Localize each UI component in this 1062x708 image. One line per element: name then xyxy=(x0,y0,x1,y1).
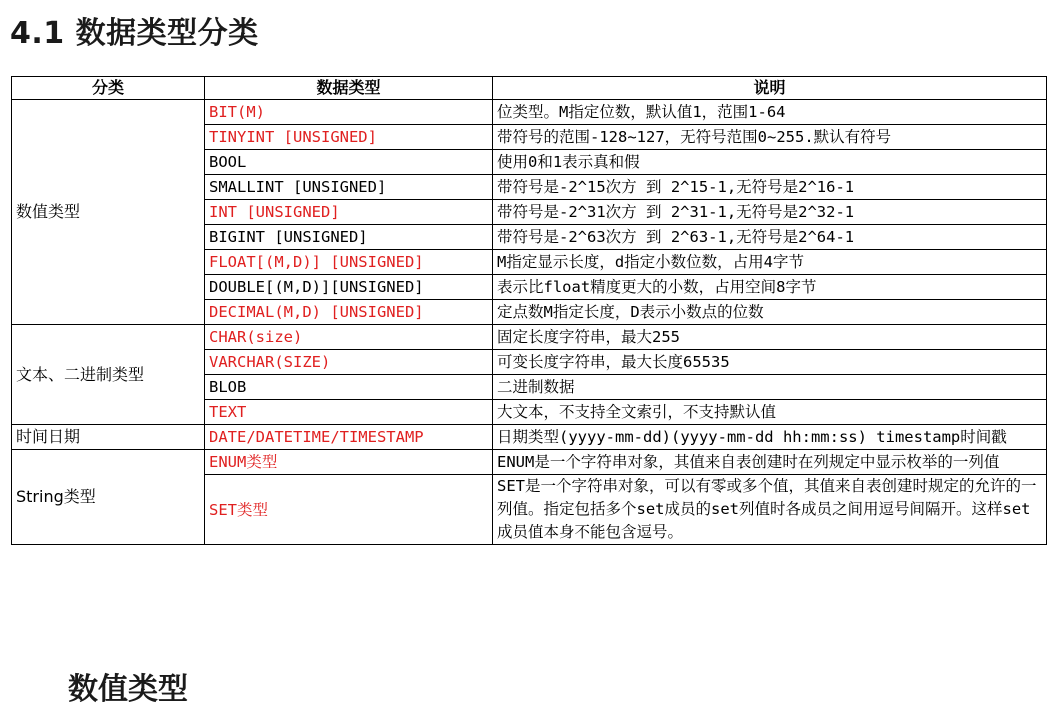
type-cell: INT [UNSIGNED] xyxy=(205,200,493,225)
type-cell: DOUBLE[(M,D)][UNSIGNED] xyxy=(205,275,493,300)
category-cell: String类型 xyxy=(12,450,205,545)
header-description: 说明 xyxy=(493,77,1047,100)
section-heading: 4.1 数据类型分类 xyxy=(10,16,259,51)
type-cell: CHAR(size) xyxy=(205,325,493,350)
description-cell: 可变长度字符串，最大长度65535 xyxy=(493,350,1047,375)
description-cell: 带符号是-2^15次方 到 2^15-1,无符号是2^16-1 xyxy=(493,175,1047,200)
type-cell: DECIMAL(M,D) [UNSIGNED] xyxy=(205,300,493,325)
description-cell: 带符号的范围-128~127，无符号范围0~255.默认有符号 xyxy=(493,125,1047,150)
description-cell: M指定显示长度，d指定小数位数，占用4字节 xyxy=(493,250,1047,275)
table-row xyxy=(12,450,1047,475)
description-cell: SET是一个字符串对象，可以有零或多个值，其值来自表创建时规定的允许的一列值。指定包括多个set成员的set列值时各成员之间用逗号间隔开。这样set成员值本身不能包含逗号。 xyxy=(493,475,1047,545)
category-cell: 数值类型 xyxy=(12,100,205,325)
description-cell: 固定长度字符串，最大255 xyxy=(493,325,1047,350)
type-cell: BIT(M) xyxy=(205,100,493,125)
description-cell: 位类型。M指定位数，默认值1，范围1-64 xyxy=(493,100,1047,125)
table-row xyxy=(12,325,1047,350)
category-cell: 时间日期 xyxy=(12,425,205,450)
next-section-heading: 数值类型 xyxy=(68,672,188,707)
description-cell: 日期类型(yyyy-mm-dd)(yyyy-mm-dd hh:mm:ss) timestamp时间戳 xyxy=(493,425,1047,450)
description-cell: 带符号是-2^31次方 到 2^31-1,无符号是2^32-1 xyxy=(493,200,1047,225)
type-cell: FLOAT[(M,D)] [UNSIGNED] xyxy=(205,250,493,275)
header-category: 分类 xyxy=(12,77,205,100)
description-cell: 使用0和1表示真和假 xyxy=(493,150,1047,175)
type-cell: VARCHAR(SIZE) xyxy=(205,350,493,375)
type-cell: TINYINT [UNSIGNED] xyxy=(205,125,493,150)
description-cell: 表示比float精度更大的小数，占用空间8字节 xyxy=(493,275,1047,300)
type-cell: TEXT xyxy=(205,400,493,425)
description-cell: ENUM是一个字符串对象，其值来自表创建时在列规定中显示枚举的一列值 xyxy=(493,450,1047,475)
table-row xyxy=(12,100,1047,125)
type-cell: SMALLINT [UNSIGNED] xyxy=(205,175,493,200)
type-cell: DATE/DATETIME/TIMESTAMP xyxy=(205,425,493,450)
type-cell: BIGINT [UNSIGNED] xyxy=(205,225,493,250)
category-cell: 文本、二进制类型 xyxy=(12,325,205,425)
table-row xyxy=(12,425,1047,450)
data-types-table xyxy=(11,76,1047,545)
type-cell: SET类型 xyxy=(205,475,493,545)
table-header-row xyxy=(12,77,1047,100)
description-cell: 大文本，不支持全文索引，不支持默认值 xyxy=(493,400,1047,425)
description-cell: 定点数M指定长度，D表示小数点的位数 xyxy=(493,300,1047,325)
type-cell: ENUM类型 xyxy=(205,450,493,475)
description-cell: 二进制数据 xyxy=(493,375,1047,400)
description-cell: 带符号是-2^63次方 到 2^63-1,无符号是2^64-1 xyxy=(493,225,1047,250)
type-cell: BLOB xyxy=(205,375,493,400)
header-data-type: 数据类型 xyxy=(205,77,493,100)
type-cell: BOOL xyxy=(205,150,493,175)
